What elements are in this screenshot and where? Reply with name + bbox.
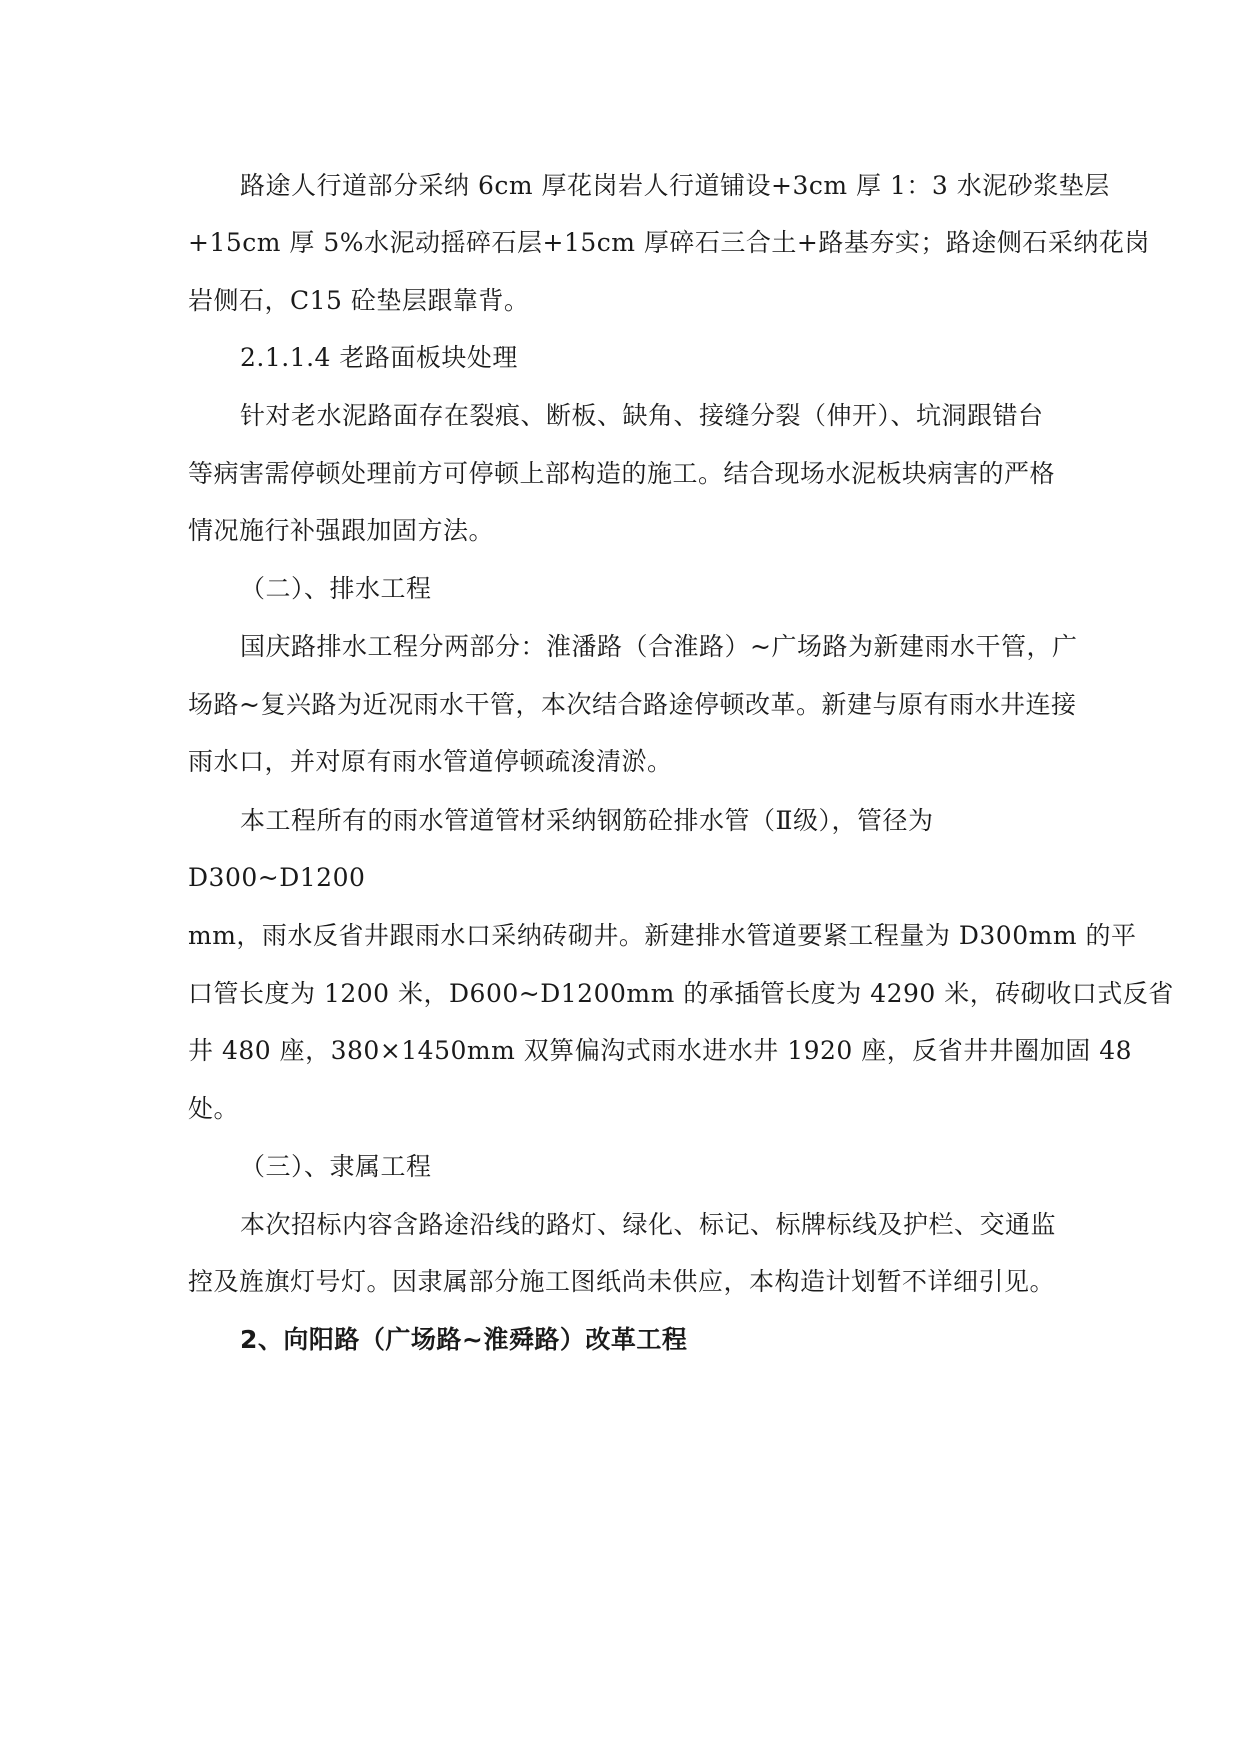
paragraph-pipe-line-2: D300~D1200 (188, 863, 366, 892)
paragraph-pipe-line-5: 井 480 座，380×1450mm 双箅偏沟式雨水进水井 1920 座，反省井井圈加固 48 (188, 1036, 1133, 1065)
section-heading-2-1-1-4: 2.1.1.4 老路面板块处理 (240, 343, 518, 372)
paragraph-drainage-line-1: 国庆路排水工程分两部分：淮潘路（合淮路）~广场路为新建雨水干管，广 (240, 632, 1078, 661)
paragraph-old-pavement-line-1: 针对老水泥路面存在裂痕、断板、缺角、接缝分裂（伸开）、坑洞跟错台 (240, 401, 1044, 430)
section-heading-drainage: （二）、排水工程 (240, 574, 432, 603)
section-heading-ancillary: （三）、隶属工程 (240, 1152, 432, 1181)
paragraph-old-pavement-line-2: 等病害需停顿处理前方可停顿上部构造的施工。结合现场水泥板块病害的严格 (188, 459, 1056, 488)
paragraph-ancillary-line-2: 控及旌旗灯号灯。因隶属部分施工图纸尚未供应，本构造计划暂不详细引见。 (188, 1267, 1056, 1296)
paragraph-pipe-line-6: 处。 (188, 1094, 240, 1123)
paragraph-drainage-line-2: 场路~复兴路为近况雨水干管，本次结合路途停顿改革。新建与原有雨水井连接 (188, 690, 1077, 719)
paragraph-sidewalk-line-1: 路途人行道部分采纳 6cm 厚花岗岩人行道铺设+3cm 厚 1：3 水泥砂浆垫层 (240, 171, 1110, 200)
paragraph-pipe-line-1: 本工程所有的雨水管道管材采纳钢筋砼排水管（Ⅱ级），管径为 (240, 806, 934, 835)
paragraph-old-pavement-line-3: 情况施行补强跟加固方法。 (188, 516, 495, 545)
paragraph-pipe-line-4: 口管长度为 1200 米，D600~D1200mm 的承插管长度为 4290 米，砖砌收口式反省 (188, 979, 1174, 1008)
paragraph-sidewalk-line-3: 岩侧石，C15 砼垫层跟靠背。 (188, 286, 530, 315)
paragraph-pipe-line-3: mm，雨水反省井跟雨水口采纳砖砌井。新建排水管道要紧工程量为 D300mm 的平 (188, 921, 1137, 950)
paragraph-sidewalk-line-2: +15cm 厚 5%水泥动摇碎石层+15cm 厚碎石三合土+路基夯实；路途侧石采纳花岗 (188, 228, 1150, 257)
paragraph-ancillary-line-1: 本次招标内容含路途沿线的路灯、绿化、标记、标牌标线及护栏、交通监 (240, 1210, 1057, 1239)
section-heading-xiangyang-road: 2、向阳路（广场路~淮舜路）改革工程 (240, 1325, 688, 1354)
paragraph-drainage-line-3: 雨水口，并对原有雨水管道停顿疏浚清淤。 (188, 747, 673, 776)
